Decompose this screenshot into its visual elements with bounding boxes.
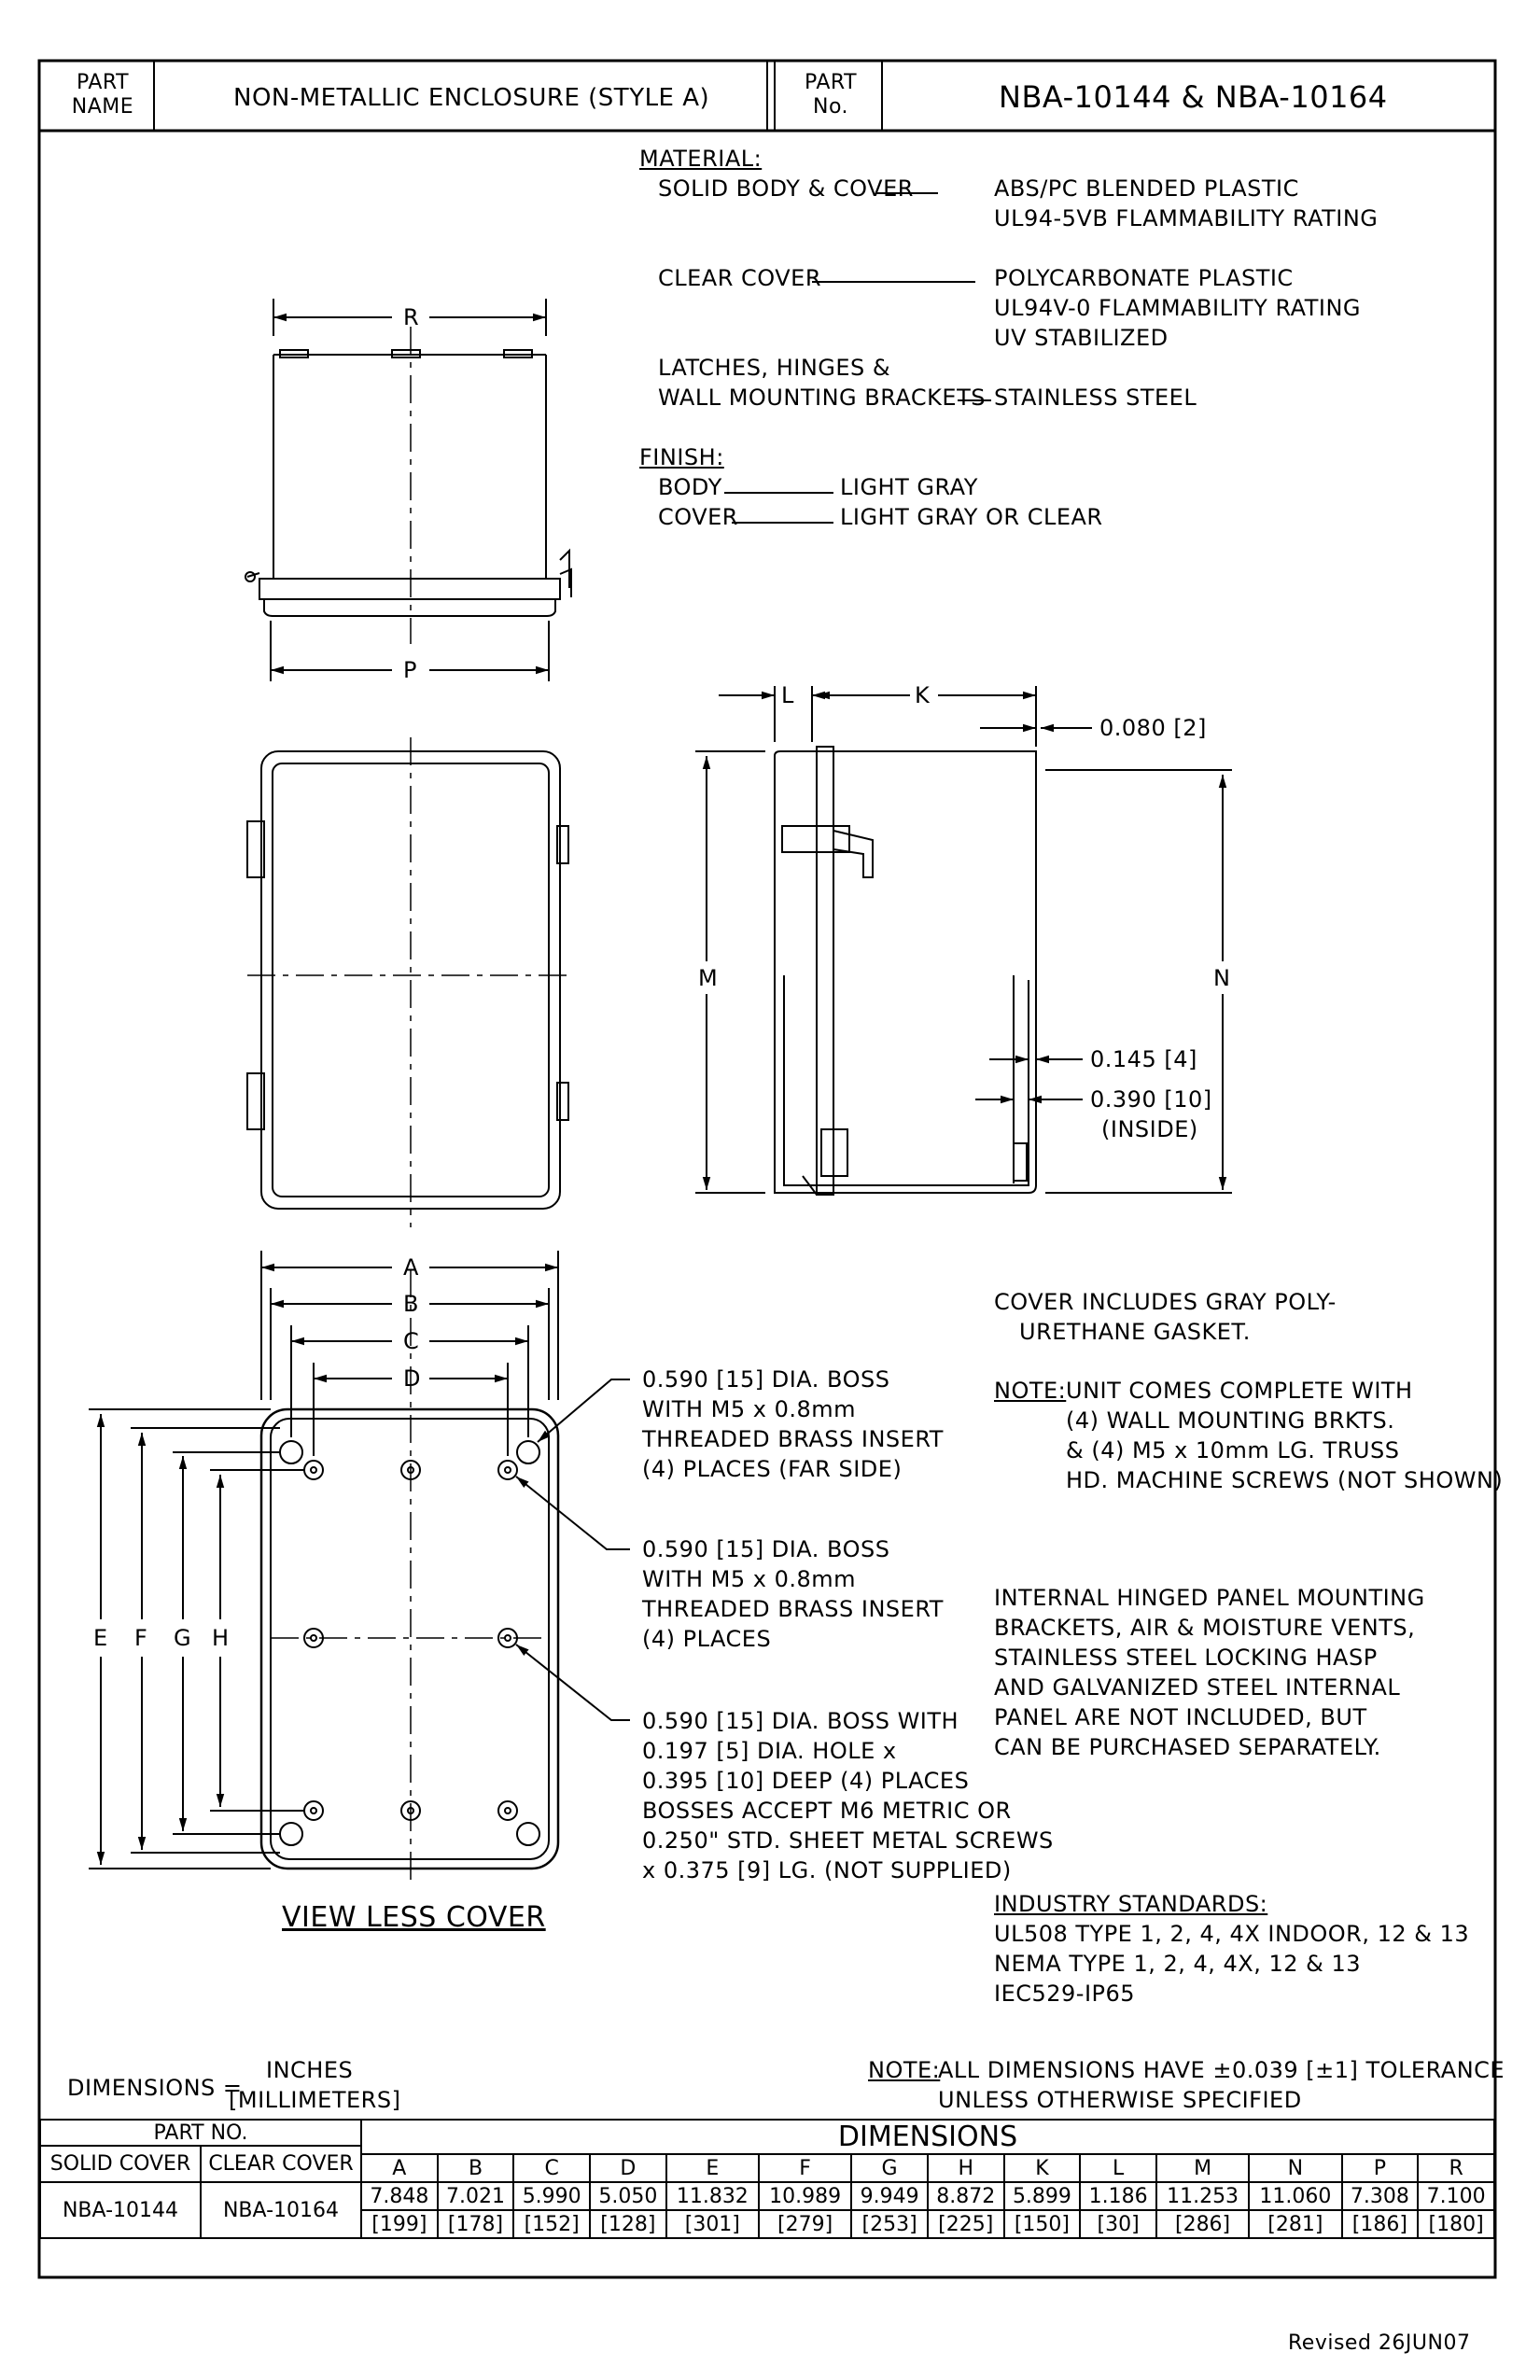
inches-row	[40, 2182, 1494, 2210]
dimensions-legend-mm: [MILLIMETERS]	[229, 2087, 401, 2113]
finish-cover-label: COVER	[658, 504, 738, 530]
boss-note-line: 0.395 [10] DEEP (4) PLACES	[642, 1768, 970, 1794]
internal-note-4: AND GALVANIZED STEEL INTERNAL	[994, 1674, 1401, 1701]
gasket-note-2: URETHANE GASKET.	[1019, 1319, 1251, 1345]
col-g: G	[851, 2154, 928, 2182]
standards-line-3: IEC529-IP65	[994, 1981, 1136, 2007]
boss-note-line: THREADED BRASS INSERT	[642, 1596, 944, 1622]
col-f: F	[759, 2154, 851, 2182]
material-heading: MATERIAL:	[639, 146, 763, 172]
col-r: R	[1418, 2154, 1494, 2182]
part-name-label: PART NAME	[71, 71, 134, 119]
gasket-note-1: COVER INCLUDES GRAY POLY-	[994, 1289, 1337, 1315]
material-item-2: CLEAR COVER	[658, 265, 821, 291]
mm-cell: [225]	[928, 2210, 1004, 2238]
col-k: K	[1004, 2154, 1081, 2182]
col-a: A	[361, 2154, 438, 2182]
unit-note-1: UNIT COMES COMPLETE WITH	[1066, 1378, 1413, 1404]
mm-cell: [128]	[590, 2210, 666, 2238]
inch-cell: 11.832	[666, 2182, 759, 2210]
finish-body-label: BODY	[658, 474, 722, 500]
dim-label-f: F	[134, 1625, 148, 1651]
col-m: M	[1156, 2154, 1249, 2182]
material-spec-3: STAINLESS STEEL	[994, 385, 1197, 411]
material-item-1: SOLID BODY & COVER	[658, 175, 914, 202]
tolerance-note-2: UNLESS OTHERWISE SPECIFIED	[938, 2087, 1302, 2113]
mm-cell: [281]	[1249, 2210, 1341, 2238]
inch-cell: 11.253	[1156, 2182, 1249, 2210]
part-no-value: NBA-10144 & NBA-10164	[999, 79, 1388, 115]
unit-note-4: HD. MACHINE SCREWS (NOT SHOWN)	[1066, 1467, 1504, 1493]
unit-note-3: & (4) M5 x 10mm LG. TRUSS	[1066, 1437, 1400, 1463]
finish-body-value: LIGHT GRAY	[840, 474, 978, 500]
inch-cell: 8.872	[928, 2182, 1004, 2210]
standards-line-1: UL508 TYPE 1, 2, 4, 4X INDOOR, 12 & 13	[994, 1921, 1470, 1947]
internal-note-2: BRACKETS, AIR & MOISTURE VENTS,	[994, 1615, 1416, 1641]
dim-label-m: M	[698, 965, 719, 991]
front-view	[247, 737, 574, 1227]
col-b: B	[438, 2154, 514, 2182]
dim-label-g: G	[174, 1625, 192, 1651]
standards-line-2: NEMA TYPE 1, 2, 4, 4X, 12 & 13	[994, 1951, 1362, 1977]
inch-cell: 11.060	[1249, 2182, 1341, 2210]
material-spec-2a: POLYCARBONATE PLASTIC	[994, 265, 1294, 291]
mm-cell: [30]	[1080, 2210, 1156, 2238]
dim-label-p: P	[403, 657, 417, 683]
material-spec-2b: UL94V-0 FLAMMABILITY RATING	[994, 295, 1362, 321]
dim-label-k: K	[915, 682, 931, 708]
boss-note-line: 0.590 [15] DIA. BOSS WITH	[642, 1708, 959, 1734]
top-view	[245, 299, 571, 681]
dim-label-a: A	[403, 1254, 419, 1281]
inch-cell: 10.989	[759, 2182, 851, 2210]
callout-inside: 0.390 [10]	[1090, 1086, 1212, 1113]
finish-heading: FINISH:	[639, 444, 724, 470]
boss-note-line: THREADED BRASS INSERT	[642, 1426, 944, 1452]
material-spec-1a: ABS/PC BLENDED PLASTIC	[994, 175, 1299, 202]
dimensions-legend-label: DIMENSIONS =	[67, 2075, 243, 2101]
internal-note-1: INTERNAL HINGED PANEL MOUNTING	[994, 1585, 1425, 1611]
mm-cell: [253]	[851, 2210, 928, 2238]
callout-wall-top: 0.080 [2]	[1099, 715, 1207, 741]
mm-cell: [180]	[1418, 2210, 1494, 2238]
unit-note-2: (4) WALL MOUNTING BRKTS.	[1066, 1407, 1395, 1434]
col-p: P	[1342, 2154, 1419, 2182]
inch-cell: 7.308	[1342, 2182, 1419, 2210]
inch-cell: 7.848	[361, 2182, 438, 2210]
dimensions-legend-inches: INCHES	[266, 2057, 354, 2083]
part-name-value: NON-METALLIC ENCLOSURE (STYLE A)	[233, 84, 710, 112]
dim-label-d: D	[403, 1365, 421, 1392]
clear-cover-header: CLEAR COVER	[201, 2146, 361, 2182]
internal-note-6: CAN BE PURCHASED SEPARATELY.	[994, 1734, 1381, 1760]
inch-cell: 1.186	[1080, 2182, 1156, 2210]
finish-cover-value: LIGHT GRAY OR CLEAR	[840, 504, 1103, 530]
material-spec-1b: UL94-5VB FLAMMABILITY RATING	[994, 205, 1379, 231]
solid-cover-header: SOLID COVER	[40, 2146, 201, 2182]
boss-note-line: BOSSES ACCEPT M6 METRIC OR	[642, 1798, 1012, 1824]
part-no-header: PART NO.	[40, 2120, 361, 2146]
material-item-3: LATCHES, HINGES &	[658, 355, 891, 381]
callout-wall-side: 0.145 [4]	[1090, 1046, 1197, 1072]
tolerance-note-label: NOTE:	[868, 2057, 941, 2083]
clear-part-number: NBA-10164	[201, 2182, 361, 2238]
dimensions-table	[39, 2119, 1495, 2239]
boss-note-line: 0.250" STD. SHEET METAL SCREWS	[642, 1827, 1054, 1854]
dim-label-r: R	[403, 304, 420, 330]
col-n: N	[1249, 2154, 1341, 2182]
dim-label-h: H	[212, 1625, 230, 1651]
dimensions-header: DIMENSIONS	[361, 2120, 1494, 2154]
mm-cell: [286]	[1156, 2210, 1249, 2238]
inch-cell: 9.949	[851, 2182, 928, 2210]
material-item-3b: WALL MOUNTING BRACKETS	[658, 385, 986, 411]
boss-note-line: 0.590 [15] DIA. BOSS	[642, 1536, 890, 1562]
boss-note-line: WITH M5 x 0.8mm	[642, 1566, 857, 1592]
part-no-label: PART No.	[804, 71, 858, 119]
mm-cell: [301]	[666, 2210, 759, 2238]
solid-part-number: NBA-10144	[40, 2182, 201, 2238]
dim-label-b: B	[403, 1291, 419, 1317]
dim-label-n: N	[1213, 965, 1231, 991]
dim-label-c: C	[403, 1328, 420, 1354]
col-e: E	[666, 2154, 759, 2182]
boss-note-line: (4) PLACES (FAR SIDE)	[642, 1456, 903, 1482]
tolerance-note-1: ALL DIMENSIONS HAVE ±0.039 [±1] TOLERANCE	[938, 2057, 1505, 2083]
mm-cell: [186]	[1342, 2210, 1419, 2238]
col-h: H	[928, 2154, 1004, 2182]
view-less-cover	[89, 1251, 630, 1885]
note-label: NOTE:	[994, 1378, 1067, 1404]
material-spec-2c: UV STABILIZED	[994, 325, 1169, 351]
inch-cell: 5.899	[1004, 2182, 1081, 2210]
standards-heading: INDUSTRY STANDARDS:	[994, 1891, 1268, 1917]
boss-note-line: x 0.375 [9] LG. (NOT SUPPLIED)	[642, 1857, 1012, 1883]
boss-note-line: (4) PLACES	[642, 1626, 772, 1652]
col-c: C	[513, 2154, 590, 2182]
mm-cell: [152]	[513, 2210, 590, 2238]
inch-cell: 7.100	[1418, 2182, 1494, 2210]
boss-note-line: 0.590 [15] DIA. BOSS	[642, 1366, 890, 1393]
view-less-cover-label: VIEW LESS COVER	[282, 1901, 546, 1934]
internal-note-5: PANEL ARE NOT INCLUDED, BUT	[994, 1704, 1367, 1730]
mm-cell: [279]	[759, 2210, 851, 2238]
revised-date: Revised 26JUN07	[1288, 2331, 1471, 2355]
mm-cell: [199]	[361, 2210, 438, 2238]
internal-note-3: STAINLESS STEEL LOCKING HASP	[994, 1645, 1378, 1671]
col-d: D	[590, 2154, 666, 2182]
inch-cell: 5.050	[590, 2182, 666, 2210]
dim-label-l: L	[781, 682, 794, 708]
mm-cell: [150]	[1004, 2210, 1081, 2238]
mm-cell: [178]	[438, 2210, 514, 2238]
callout-inside-label: (INSIDE)	[1101, 1116, 1198, 1142]
inch-cell: 5.990	[513, 2182, 590, 2210]
inch-cell: 7.021	[438, 2182, 514, 2210]
dim-label-e: E	[93, 1625, 108, 1651]
boss-note-line: WITH M5 x 0.8mm	[642, 1396, 857, 1422]
col-l: L	[1080, 2154, 1156, 2182]
boss-note-line: 0.197 [5] DIA. HOLE x	[642, 1738, 897, 1764]
